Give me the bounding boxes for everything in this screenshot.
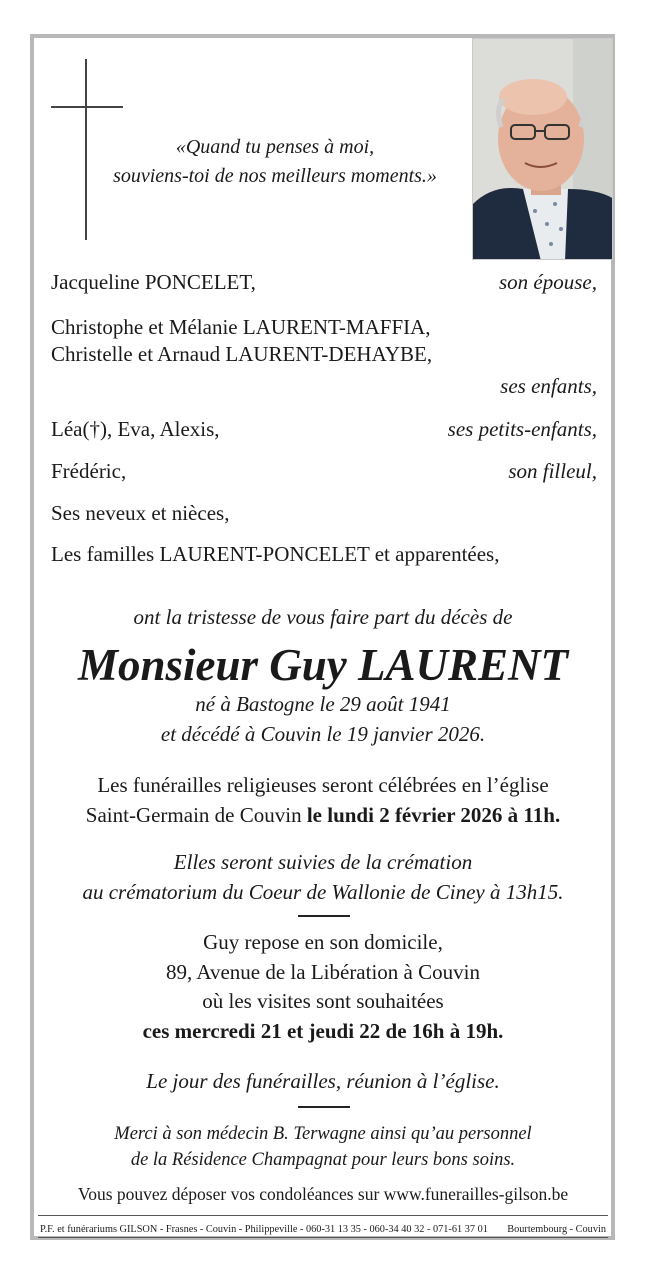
funeral-line: Les funérailles religieuses seront célébrées en l’église	[97, 773, 549, 797]
family-row	[51, 416, 597, 442]
cross-icon-bar	[51, 106, 123, 108]
condolences-line: Vous pouvez déposer vos condoléances sur www.funerailles-gilson.be	[77, 1184, 569, 1204]
family-member: Christelle et Arnaud LAURENT-DEHAYBE,	[51, 342, 433, 366]
epigraph-quote	[95, 133, 455, 191]
funeral-place: Saint-Germain de Couvin	[85, 803, 307, 827]
funeral-date-line	[34, 802, 612, 828]
family-member: Ses neveux et nièces,	[51, 501, 230, 525]
footer-rule	[38, 1237, 608, 1238]
thanks-line: de la Résidence Champagnat pour leurs bons soins.	[130, 1150, 516, 1170]
family-row	[51, 269, 597, 295]
family-member: Frédéric,	[51, 459, 127, 483]
cross-icon	[85, 59, 87, 240]
divider	[298, 1106, 350, 1108]
family-relation: ses enfants,	[500, 374, 597, 398]
footer-contacts: P.F. et funérariums GILSON - Frasnes - Couvin - Philippeville - 060-31 13 35 - 060-34 40 32 - 071-61 37 01	[40, 1224, 488, 1235]
thanks-line: Merci à son médecin B. Terwagne ainsi qu’au personnel	[114, 1124, 532, 1144]
visit-line: Guy repose en son domicile,	[203, 930, 443, 954]
portrait-illustration	[473, 39, 613, 260]
footer-location: Bourtembourg - Couvin	[507, 1224, 606, 1235]
family-relation: son épouse,	[499, 270, 597, 294]
visit-line: où les visites sont souhaitées	[202, 989, 444, 1013]
family-relation: ses petits-enfants,	[447, 417, 597, 441]
birth-line: né à Bastogne le 29 août 1941	[195, 692, 451, 716]
footer-rule	[38, 1215, 608, 1216]
funeral-date: le lundi 2 février 2026 à 11h.	[306, 803, 561, 827]
family-row	[51, 500, 597, 526]
family-member: Jacqueline PONCELET,	[51, 270, 256, 294]
family-relation: son filleul,	[508, 459, 597, 483]
family-row	[51, 341, 597, 367]
divider	[298, 915, 350, 917]
funeral-home-footer	[40, 1223, 606, 1237]
family-member: Les familles LAURENT-PONCELET et apparentées,	[51, 542, 500, 566]
family-member: Christophe et Mélanie LAURENT-MAFFIA,	[51, 315, 431, 339]
meeting-line: Le jour des funérailles, réunion à l’église.	[146, 1069, 500, 1093]
family-row	[51, 541, 597, 567]
portrait-photo	[472, 38, 613, 260]
announcement-intro: ont la tristesse de vous faire part du décès de	[133, 605, 513, 629]
visit-address: 89, Avenue de la Libération à Couvin	[166, 960, 480, 984]
visit-times: ces mercredi 21 et jeudi 22 de 16h à 19h.	[142, 1019, 504, 1043]
deceased-name: Monsieur Guy LAURENT	[77, 640, 569, 690]
family-member: Léa(†), Eva, Alexis,	[51, 417, 220, 441]
cremation-line: au crématorium du Coeur de Wallonie de Ciney à 13h15.	[82, 880, 564, 904]
family-row	[51, 458, 597, 484]
quote-line: «Quand tu penses à moi,	[175, 136, 375, 158]
family-row	[51, 314, 597, 340]
death-line: et décédé à Couvin le 19 janvier 2026.	[160, 722, 486, 746]
cremation-line: Elles seront suivies de la crémation	[173, 850, 473, 874]
quote-line: souviens-toi de nos meilleurs moments.»	[113, 165, 437, 187]
